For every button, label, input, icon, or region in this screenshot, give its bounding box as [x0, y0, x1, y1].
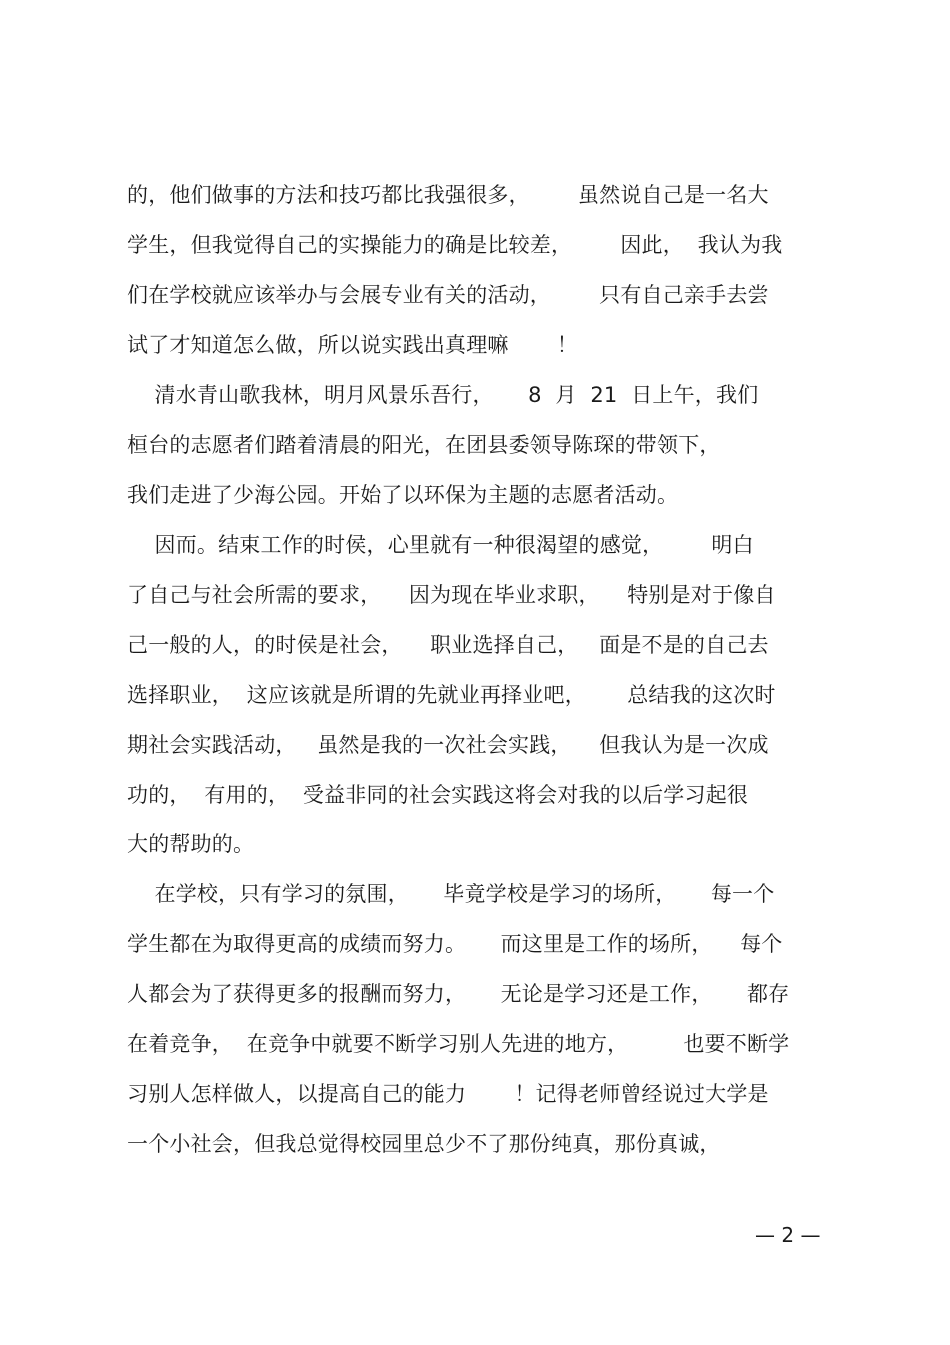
text-line: 了自己与社会所需的要求， 因为现在毕业求职， 特别是对于像自 [127, 583, 776, 607]
text-line: 学生都在为取得更高的成绩而努力。 而这里是工作的场所， 每个 [127, 932, 783, 956]
text-line: 己一般的人，的时侯是社会， 职业选择自己， 面是不是的自己去 [127, 633, 769, 657]
text-line: 试了才知道怎么做，所以说实践出真理嘛 ！ [127, 333, 578, 357]
text-line: 我们走进了少海公园。开始了以环保为主题的志愿者活动。 [127, 483, 679, 507]
text-line: 在学校，只有学习的氛围， 毕竟学校是学习的场所， 每一个 [127, 882, 775, 906]
text-line: 人都会为了获得更多的报酬而努力， 无论是学习还是工作， 都存 [127, 982, 790, 1006]
text-line: 们在学校就应该举办与会展专业有关的活动， 只有自己亲手去尝 [127, 283, 769, 307]
text-line: 功的， 有用的， 受益非同的社会实践这将会对我的以后学习起很 [127, 783, 749, 807]
text-line: 学生，但我觉得自己的实操能力的确是比较差， 因此， 我认为我 [127, 233, 783, 257]
text-line: 大的帮助的。 [127, 832, 255, 856]
text-line: 一个小社会，但我总觉得校园里总少不了那份纯真，那份真诚， [127, 1132, 721, 1156]
text-line: 的，他们做事的方法和技巧都比我强很多， 虽然说自己是一名大 [127, 183, 769, 207]
text-line: 清水青山歌我林，明月风景乐吾行， 8 月 21 日上午，我们 [127, 383, 759, 407]
text-line: 选择职业， 这应该就是所谓的先就业再择业吧， 总结我的这次时 [127, 683, 776, 707]
text-line: 期社会实践活动， 虽然是我的一次社会实践， 但我认为是一次成 [127, 733, 769, 757]
text-line: 习别人怎样做人，以提高自己的能力 ！记得老师曾经说过大学是 [127, 1082, 769, 1106]
text-line: 桓台的志愿者们踏着清晨的阳光，在团县委领导陈琛的带领下， [127, 433, 721, 457]
text-line: 因而。结束工作的时侯，心里就有一种很渴望的感觉， 明白 [127, 533, 754, 557]
text-line: 在着竞争， 在竞争中就要不断学习别人先进的地方， 也要不断学 [127, 1032, 790, 1056]
page-number: — 2 — [755, 1223, 821, 1247]
